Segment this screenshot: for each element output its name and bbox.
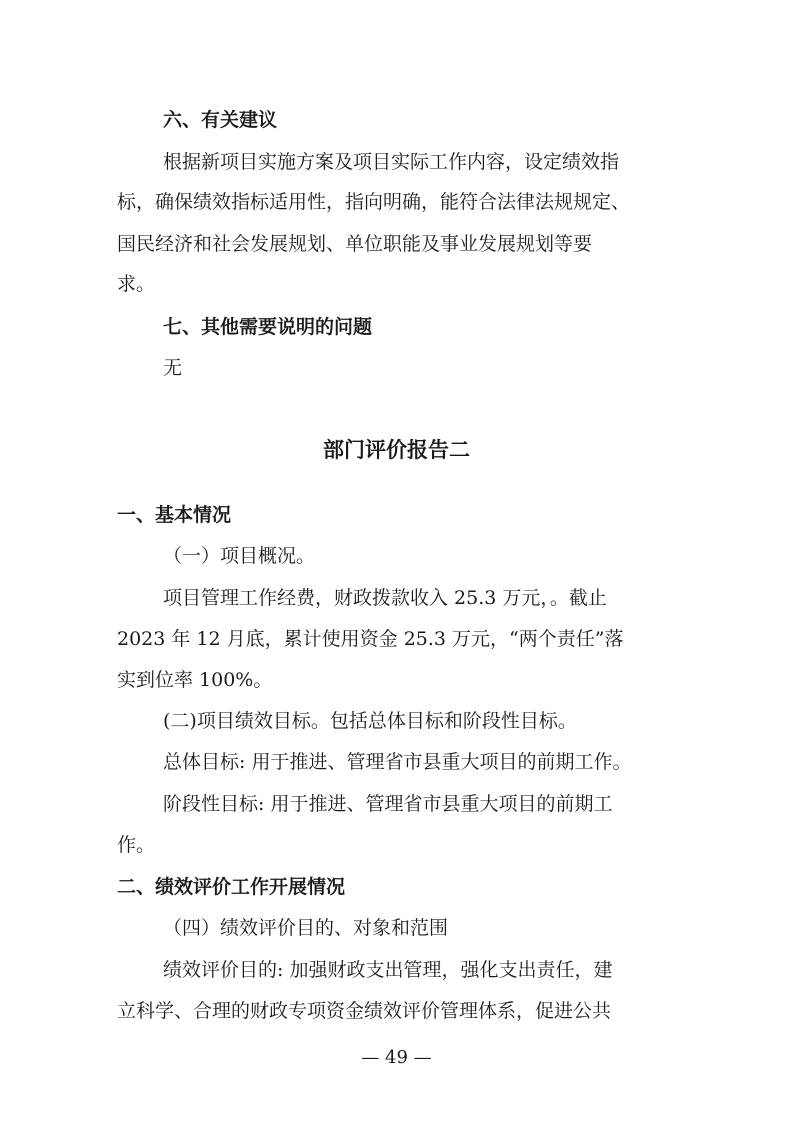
report-title: 部门评价报告二 <box>323 438 470 462</box>
section6-line-3: 国民经济和社会发展规划、单位职能及事业发展规划等要 <box>117 233 593 255</box>
section7-body: 无 <box>163 357 183 379</box>
overview-line-3: 实到位率 100%。 <box>117 669 273 691</box>
part2-heading: 二、绩效评价工作开展情况 <box>117 876 346 898</box>
section6-line-2: 标，确保绩效指标适用性，指向明确，能符合法律法规规定、 <box>117 191 631 213</box>
section6-heading: 六、有关建议 <box>163 109 278 131</box>
part1-sub1: （一）项目概况。 <box>163 545 316 567</box>
stage-goal-line-1: 阶段性目标: 用于推进、管理省市县重大项目的前期工 <box>163 793 613 815</box>
part1-heading: 一、基本情况 <box>117 504 232 526</box>
part1-sub2: (二)项目绩效目标。包括总体目标和阶段性目标。 <box>163 710 577 732</box>
section6-line-4: 求。 <box>117 273 156 295</box>
overall-goal: 总体目标: 用于推进、管理省市县重大项目的前期工作。 <box>163 751 632 773</box>
part2-sub4: （四）绩效评价目的、对象和范围 <box>163 917 449 939</box>
overview-line-1: 项目管理工作经费，财政拨款收入 25.3 万元，。截止 <box>163 587 607 609</box>
section7-heading: 七、其他需要说明的问题 <box>163 316 373 338</box>
purpose-line-2: 立科学、合理的财政专项资金绩效评价管理体系，促进公共 <box>117 1000 612 1022</box>
overview-line-2: 2023 年 12 月底，累计使用资金 25.3 万元，“两个责任”落 <box>117 628 624 650</box>
purpose-line-1: 绩效评价目的: 加强财政支出管理，强化支出责任，建 <box>163 959 613 981</box>
stage-goal-line-2: 作。 <box>117 834 156 856</box>
page-number: — 49 — <box>361 1047 432 1068</box>
section6-line-1: 根据新项目实施方案及项目实际工作内容，设定绩效指 <box>163 151 620 173</box>
